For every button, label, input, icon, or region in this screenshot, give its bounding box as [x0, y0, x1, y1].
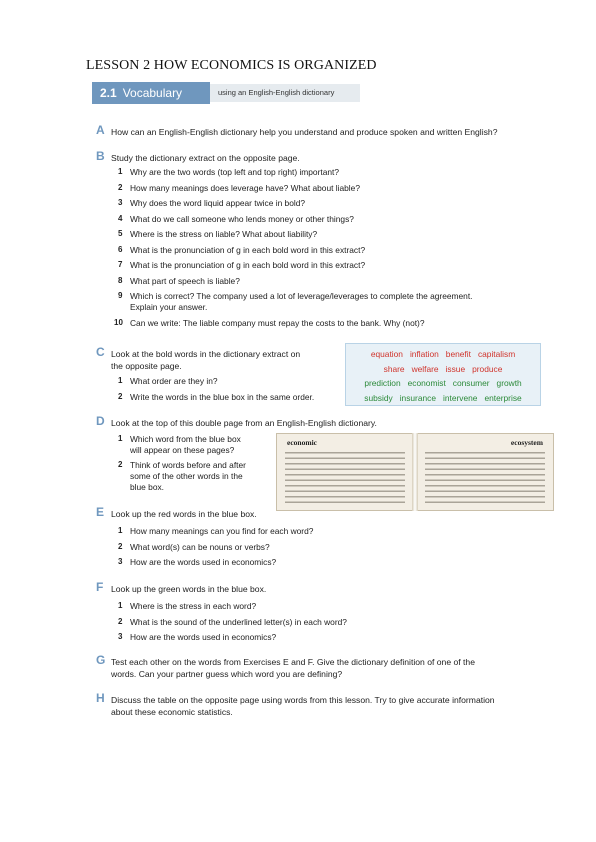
lesson-title: LESSON 2 HOW ECONOMICS IS ORGANIZED [86, 58, 377, 73]
item-text: Where is the stress in each word? [130, 601, 257, 611]
section-c-text-line2: the opposite page. [111, 361, 182, 371]
item-text: How are the words used in economics? [130, 557, 277, 567]
word-row [346, 391, 540, 406]
item-text: Can we write: The liable company must repay the costs to the bank. Why (not)? [130, 317, 425, 328]
item-number: 5 [118, 229, 123, 238]
green-word: enterprise [484, 392, 522, 403]
item-text: What do we call someone who lends money or other things? [130, 213, 354, 224]
right-guide-word: ecosystem [510, 438, 543, 447]
item-text: Which word from the blue box [130, 434, 241, 444]
word-row [346, 347, 540, 362]
section-letter: C [96, 345, 105, 359]
item-text: How many meanings can you find for each word? [130, 526, 314, 536]
section-letter: E [96, 505, 105, 519]
item-number: 7 [118, 260, 123, 269]
green-word: growth [496, 378, 522, 388]
section-b-text: Study the dictionary extract on the opposite page. [111, 153, 300, 163]
item-text: What is the pronunciation of g in each bold word in this extract? [130, 244, 366, 255]
red-word: share [383, 363, 405, 374]
item-number: 2 [118, 541, 123, 551]
item-number: 1 [118, 376, 123, 385]
header-subtitle: using an English-English dictionary [210, 84, 360, 102]
red-word: capitalism [477, 349, 516, 359]
item-text: What part of speech is liable? [130, 275, 240, 286]
dictionary-right-page [416, 433, 554, 511]
item-text: How are the words used in economics? [130, 632, 277, 642]
green-word: prediction [364, 378, 401, 388]
item-number: 2 [118, 391, 123, 401]
green-word: economist [407, 378, 446, 388]
item-text: Where is the stress on liable? What about liability? [130, 229, 318, 239]
item-number: 4 [118, 213, 123, 223]
section-letter: D [96, 414, 105, 428]
section-a-text: How can an English-English dictionary help you understand and produce spoken and written English? [111, 127, 498, 137]
section-letter: B [96, 149, 105, 163]
item-number: 1 [118, 167, 123, 176]
item-text: some of the other words in the [130, 471, 243, 481]
header-tab [92, 82, 210, 104]
item-text: blue box. [130, 482, 164, 492]
green-word: intervene [443, 392, 478, 403]
red-word: inflation [409, 349, 439, 359]
dictionary-text-lines [425, 452, 545, 504]
item-number: 8 [118, 275, 123, 285]
red-word: welfare [411, 363, 439, 374]
section-d-text: Look at the top of this double page from an English-English dictionary. [111, 418, 377, 428]
blue-word-box [345, 343, 541, 406]
item-number: 2 [118, 182, 123, 192]
item-text: Which is correct? The company used a lot of leverage/leverages to complete the agreement. [130, 291, 473, 301]
section-letter: F [96, 580, 104, 594]
red-word: issue [445, 363, 466, 374]
dictionary-text-lines [285, 452, 405, 504]
item-text: How many meanings does leverage have? What about liable? [130, 182, 360, 193]
item-number: 3 [118, 557, 123, 566]
item-text: What is the pronunciation of g in each bold word in this extract? [130, 260, 366, 270]
item-number: 9 [118, 291, 123, 300]
item-text: Write the words in the blue box in the same order. [130, 391, 315, 402]
item-number: 1 [118, 434, 123, 443]
section-g-line1: Test each other on the words from Exercises E and F. Give the dictionary definition of one of the [111, 657, 475, 667]
item-text: What is the sound of the underlined letter(s) in each word? [130, 616, 347, 627]
section-g-line2: words. Can your partner guess which word you are defining? [111, 669, 343, 679]
item-text: What word(s) can be nouns or verbs? [130, 541, 270, 552]
section-letter: A [96, 123, 105, 137]
section-h-line2: about these economic statistics. [111, 707, 233, 717]
item-text: Think of words before and after [130, 460, 246, 470]
item-text: Explain your answer. [130, 302, 208, 312]
section-header [92, 82, 360, 104]
section-h-line1: Discuss the table on the opposite page using words from this lesson. Try to give accurate information [111, 695, 495, 705]
header-number: 2.1 [100, 86, 117, 100]
item-text: Why does the word liquid appear twice in bold? [130, 198, 306, 208]
green-word: subsidy [364, 392, 393, 403]
item-number: 3 [118, 632, 123, 641]
green-word: insurance [399, 392, 437, 403]
dictionary-extract-image [276, 433, 554, 513]
item-number: 2 [118, 616, 123, 626]
section-c-text-line1: Look at the bold words in the dictionary extract on [111, 349, 301, 359]
red-word: produce [472, 363, 503, 374]
item-number: 6 [118, 244, 123, 254]
item-text: will appear on these pages? [130, 445, 235, 455]
dictionary-left-page [276, 433, 414, 511]
book-spine [412, 433, 418, 511]
item-text: Why are the two words (top left and top right) important? [130, 167, 340, 177]
item-number: 10 [114, 317, 123, 327]
section-f-text: Look up the green words in the blue box. [111, 584, 267, 594]
left-guide-word: economic [287, 438, 317, 447]
word-row [346, 362, 540, 377]
word-row [346, 376, 540, 391]
section-letter: G [96, 653, 106, 667]
item-number: 3 [118, 198, 123, 207]
item-text: What order are they in? [130, 376, 218, 386]
green-word: consumer [452, 378, 490, 388]
section-letter: H [96, 691, 105, 705]
header-tab-label: Vocabulary [122, 86, 183, 100]
item-number: 1 [118, 601, 123, 610]
red-word: equation [370, 349, 403, 359]
red-word: benefit [445, 349, 471, 359]
item-number: 2 [118, 460, 123, 469]
section-e-text: Look up the red words in the blue box. [111, 509, 257, 519]
item-number: 1 [118, 526, 123, 535]
